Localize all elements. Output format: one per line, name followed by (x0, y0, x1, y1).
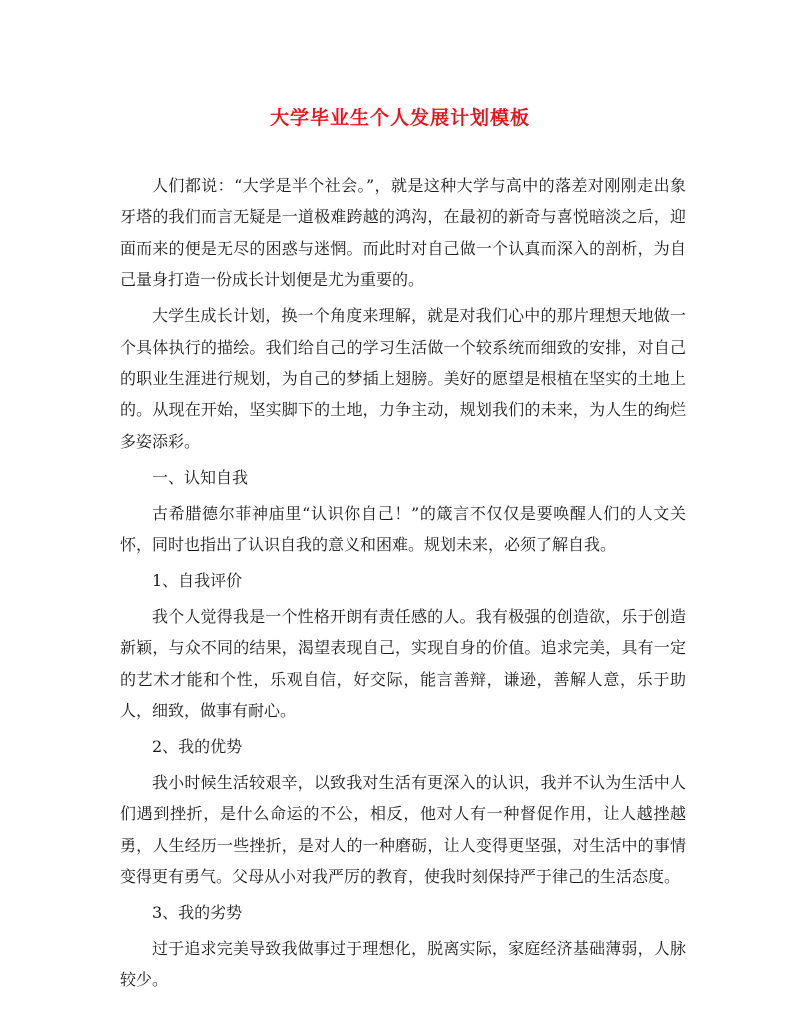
strengths-paragraph: 我小时候生活较艰辛，以致我对生活有更深入的认识，我并不认为生活中人们遇到挫折，是什么命运的不公，相反，他对人有一种督促作用，让人越挫越勇，人生经历一些挫折，是对人的一种磨砺，让人变得更坚强，对生活中的事情变得更有勇气。父母从小对我严厉的教育，使我时刻保持严于律己的生活态度。 (120, 772, 686, 887)
document-body (120, 170, 686, 1000)
subheading-weaknesses: 3、我的劣势 (152, 902, 243, 922)
intro-paragraph-2: 大学生成长计划，换一个角度来理解，就是对我们心中的那片理想天地做一个具体执行的描绘。我们给自己的学习生活做一个较系统而细致的安排，对自己的职业生涯进行规划，为自己的梦插上翅膀。美好的愿望是根植在坚实的土地上的。从现在开始，坚实脚下的土地，力争主动，规划我们的未来，为人生的绚烂多姿添彩。 (120, 306, 686, 451)
section-heading-self-awareness: 一、认知自我 (152, 467, 249, 487)
subheading-strengths: 2、我的优势 (152, 736, 243, 756)
subheading-self-evaluation: 1、自我评价 (152, 570, 243, 590)
weaknesses-paragraph: 过于追求完美导致我做事过于理想化，脱离实际，家庭经济基础薄弱，人脉较少。 (120, 938, 686, 990)
self-evaluation-paragraph: 我个人觉得我是一个性格开朗有责任感的人。我有极强的创造欲，乐于创造新颖，与众不同的结果，渴望表现自己，实现自身的价值。追求完美，具有一定的艺术才能和个性，乐观自信，好交际，能言善辩，谦逊，善解人意，乐于助人，细致，做事有耐心。 (120, 606, 686, 720)
document-title: 大学毕业生个人发展计划模板 (269, 107, 530, 129)
self-awareness-paragraph: 古希腊德尔菲神庙里“认识你自己！”的箴言不仅仅是要唤醒人们的人文关怀，同时也指出了认识自我的意义和困难。规划未来，必须了解自我。 (120, 503, 686, 554)
intro-paragraph-1: 人们都说：“大学是半个社会。”，就是这种大学与高中的落差对刚刚走出象牙塔的我们而言无疑是一道极难跨越的鸿沟，在最初的新奇与喜悦暗淡之后，迎面而来的便是无尽的困惑与迷惘。而此时对自己做一个认真而深入的剖析，为自己量身打造一份成长计划便是尤为重要的。 (120, 176, 686, 290)
